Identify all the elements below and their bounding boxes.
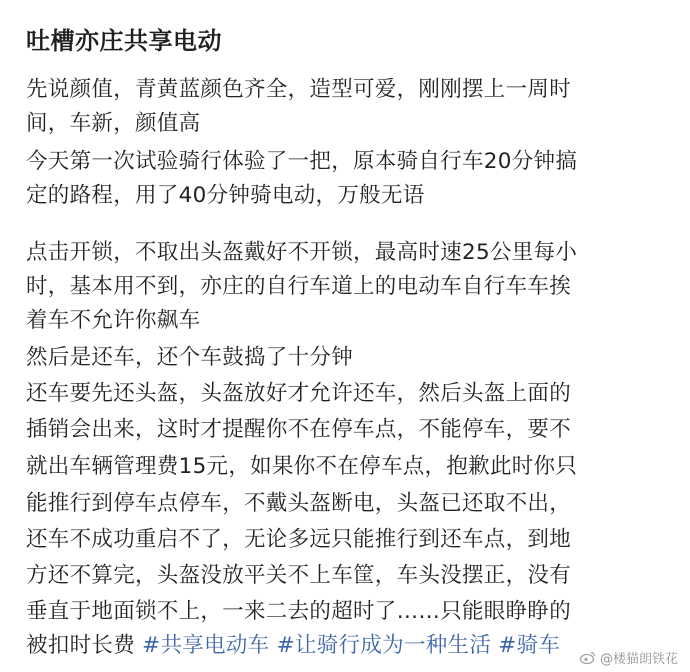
- watermark-text: @楼猫朗铁花: [599, 652, 678, 667]
- body-line: 先说颜值，青黄蓝颜色齐全，造型可爱，刚刚摆上一周时: [26, 77, 572, 102]
- body-line: 垂直于地面锁不上，一来二去的超时了……只能眼睁睁的: [26, 599, 572, 624]
- hashtag-link[interactable]: #让骑行成为一种生活: [276, 633, 492, 658]
- body-line: 点击开锁，不取出头盔戴好不开锁，最高时速25公里每小: [26, 240, 578, 265]
- weibo-icon: [580, 651, 596, 664]
- body-line: 定的路程，用了40分钟骑电动，万般无语: [26, 183, 425, 208]
- post-title: 吐槽亦庄共享电动: [26, 27, 222, 55]
- body-line: 方还不算完，头盔没放平关不上车筐，车头没摆正，没有: [26, 563, 572, 588]
- body-line-last: [26, 629, 560, 663]
- body-line: 间，车新，颜值高: [26, 111, 201, 136]
- body-line: 能推行到停车点停车，不戴头盔断电，头盔已还取不出，: [26, 491, 572, 516]
- body-line: 插销会出来，这时才提醒你不在停车点，不能停车，要不: [26, 417, 572, 442]
- body-line: 着车不允许你飙车: [26, 308, 201, 333]
- body-line: 还车要先还头盔，头盔放好才允许还车，然后头盔上面的: [26, 381, 572, 406]
- last-line-prefix: 被扣时长费: [26, 633, 136, 658]
- hashtag-link[interactable]: #共享电动车: [142, 633, 270, 658]
- body-line: 时，基本用不到，亦庄的自行车道上的电动车自行车车挨: [26, 274, 572, 299]
- watermark: [578, 647, 680, 668]
- body-line: 就出车辆管理费15元，如果你不在停车点，抱歉此时你只: [26, 454, 578, 479]
- body-line: 还车不成功重启不了，无论多远只能推行到还车点，到地: [26, 527, 572, 552]
- hashtag-link[interactable]: #骑车: [498, 633, 561, 658]
- body-line: 然后是还车，还个车鼓捣了十分钟: [26, 345, 354, 370]
- body-line: 今天第一次试验骑行体验了一把，原本骑自行车20分钟搞: [26, 149, 578, 174]
